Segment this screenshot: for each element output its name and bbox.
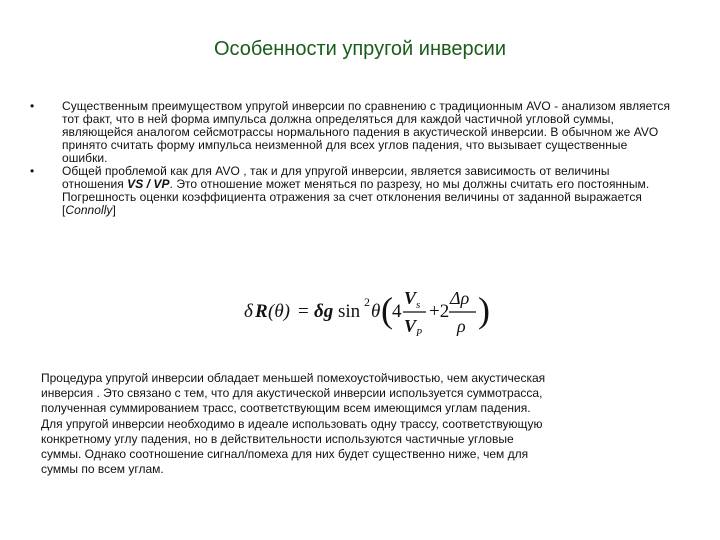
formula-vp: V (404, 316, 417, 336)
citation: Connolly (65, 203, 113, 217)
formula-lhs-R: R (255, 301, 268, 322)
bullet-text-2-after: ] (112, 203, 116, 217)
bullet-text-1: Существенным преимуществом упругой инверсии по сравнению с традиционным AVO - анализом является тот факт, что в ней форма импульса должна определяться для каждой частичной угловой суммы, являющейся аналогом сейсмотрассы нормального падения в акустической инверсии. В обычном же AVO принято считать форму импульса неизменной для всех углов падения, что вызывает существенные ошибки. (62, 99, 671, 165)
formula-right-paren: ) (478, 290, 490, 330)
bullet-list (24, 100, 674, 217)
bullet-item-1 (24, 100, 674, 165)
formula-eq: = (298, 301, 309, 322)
formula-theta: θ (371, 301, 381, 322)
formula-four: 4 (392, 301, 402, 322)
bullet-text-2-before: Общей проблемой как для AVO , так и для упругой инверсии, является зависимость от величины отношения (62, 164, 610, 191)
formula-lhs-theta: (θ) (268, 301, 290, 322)
vs-vp-ratio: VS / VP (127, 177, 170, 191)
bullet-dot: • (30, 164, 35, 178)
formula-rho: ρ (457, 316, 466, 336)
bullet-text-2-middle: . Это отношение может меняться по разрезу, но мы должны считать его постоянным. Погрешность оценки коэффициента отражения за счет отклонения величины от заданной выражается [ (62, 177, 650, 217)
formula-vp-sub: P (416, 328, 423, 339)
formula-sin-exp: 2 (364, 295, 370, 309)
formula-drho: Δρ (450, 288, 470, 308)
formula-vs-sub: s (416, 299, 421, 311)
reflection-error-formula (240, 282, 500, 342)
slide-title: Особенности упругой инверсии (213, 38, 506, 60)
bullet-item-2 (24, 165, 674, 217)
formula-sin: sin (338, 301, 361, 322)
formula-vs: V (404, 288, 417, 308)
formula-left-paren: ( (381, 290, 393, 330)
bullet-dot: • (30, 99, 35, 113)
formula-delta-g: δg (314, 301, 334, 322)
formula-lhs-delta: δ (244, 301, 253, 322)
body-paragraph: Процедура упругой инверсии обладает меньшей помехоустойчивостью, чем акустическая инверсия . Это связано с тем, что для акустической инверсии используется суммотрасса, полученная суммированием трасс, соответствующим всем имеющимся углам падения. Для упругой инверсии необходимо в идеале использовать одну трассу, соответствующую конкретному углу падения, но в действительности используются частичные угловые суммы. Однако соотношение сигнал/помеха для них будет существенно ниже, чем для суммы по всем углам. (41, 371, 546, 477)
formula-plus-two: +2 (429, 301, 450, 322)
